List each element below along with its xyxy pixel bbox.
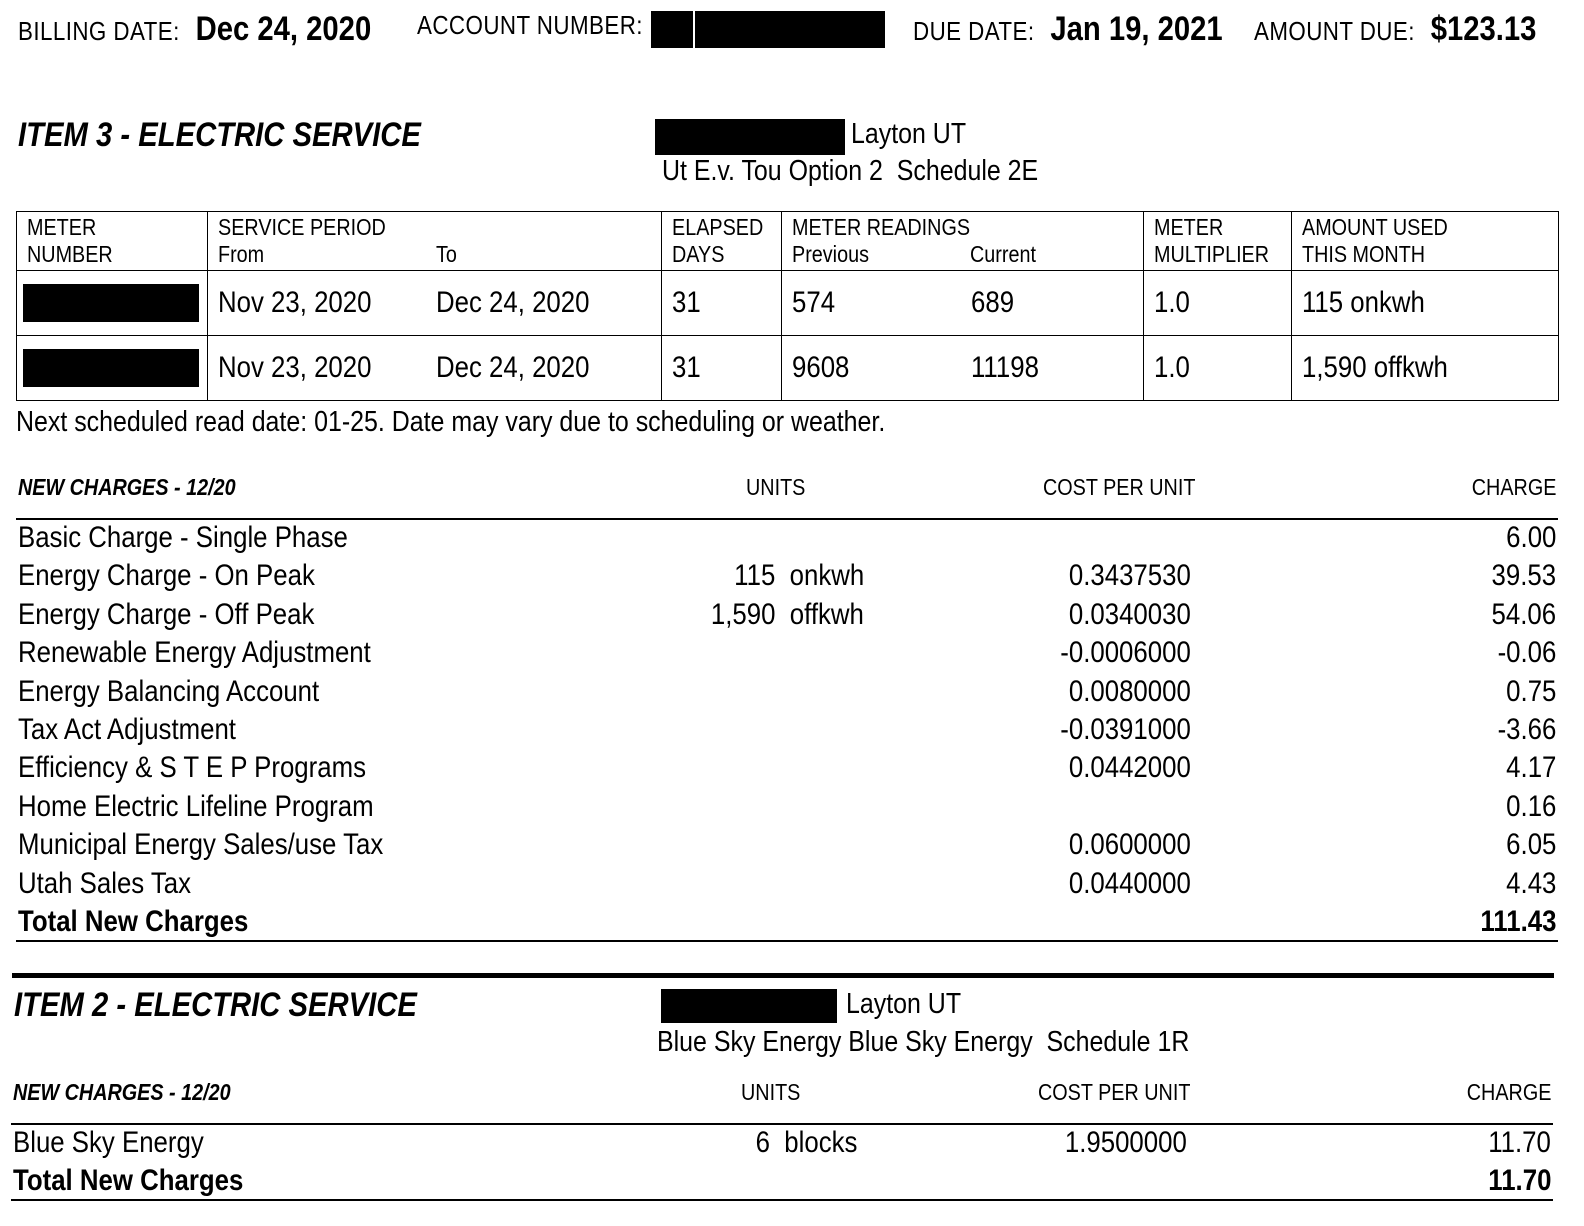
charges-title: NEW CHARGES - 12/20 — [18, 474, 236, 500]
meter-readings-header: METER READINGS Previous Current — [782, 212, 1144, 271]
total-amount: 11.70 — [1487, 1163, 1551, 1197]
due-date-label: DUE DATE: — [913, 16, 1035, 46]
meter-number-header: METER NUMBER — [17, 212, 208, 271]
item3-city: Layton UT — [851, 118, 967, 150]
charge-row — [18, 867, 1556, 905]
item3-schedule: Ut E.v. Tou Option 2 Schedule 2E — [662, 155, 1039, 187]
account-number-label: ACCOUNT NUMBER: — [417, 10, 643, 40]
item2-city: Layton UT — [846, 988, 962, 1020]
charge-amount: 0.16 — [1505, 789, 1556, 823]
meter-multiplier-header: METER MULTIPLIER — [1144, 212, 1292, 271]
charge-amount: 54.06 — [1491, 597, 1556, 631]
elapsed-days-cell: 31 — [662, 336, 782, 401]
meter-multiplier-cell: 1.0 — [1144, 336, 1292, 401]
meter-readings-cell: 574 689 — [782, 271, 1144, 336]
units-header: UNITS — [746, 474, 806, 500]
charge-cost-per-unit: -0.0391000 — [1060, 713, 1191, 746]
item2-charges-header — [13, 1079, 1551, 1109]
charge-units: 115 onkwh — [733, 559, 864, 593]
meter-readings-table — [16, 211, 1559, 401]
due-date-value: Jan 19, 2021 — [1050, 10, 1223, 48]
charge-description: Utah Sales Tax — [18, 866, 192, 900]
charge-row — [18, 598, 1556, 636]
charge-description: Energy Charge - On Peak — [18, 559, 315, 593]
amount-due-label: AMOUNT DUE: — [1254, 16, 1415, 46]
charge-description: Energy Charge - Off Peak — [18, 597, 315, 631]
charge-cost-per-unit: 0.3437530 — [1069, 559, 1191, 593]
charge-cost-per-unit: 0.0600000 — [1069, 828, 1191, 862]
meter-row — [17, 271, 1559, 336]
total-label: Total New Charges — [13, 1163, 244, 1197]
charge-description: Home Electric Lifeline Program — [18, 789, 374, 823]
meter-number-redacted — [17, 271, 208, 336]
amount-used-cell: 1,590 offkwh — [1292, 336, 1559, 401]
amount-due-group — [1254, 10, 1582, 54]
elapsed-days-cell: 31 — [662, 271, 782, 336]
charge-amount: -0.06 — [1497, 636, 1556, 670]
charge-amount: 4.43 — [1505, 866, 1556, 900]
charge-amount: 6.00 — [1505, 521, 1556, 554]
total-row — [18, 905, 1556, 943]
charge-cost-per-unit: 0.0442000 — [1069, 751, 1191, 785]
charges-header-rule — [11, 1123, 1553, 1125]
charge-description: Tax Act Adjustment — [18, 713, 236, 746]
item3-total-rule — [16, 940, 1558, 942]
charges-title: NEW CHARGES - 12/20 — [13, 1079, 231, 1105]
charge-header: CHARGE — [1466, 1079, 1551, 1105]
charge-description: Renewable Energy Adjustment — [18, 636, 371, 670]
charge-row — [18, 675, 1556, 713]
charge-description: Municipal Energy Sales/use Tax — [18, 828, 384, 862]
service-period-cell: Nov 23, 2020 Dec 24, 2020 — [208, 271, 662, 336]
meter-number-redacted — [17, 336, 208, 401]
billing-date-group — [18, 10, 429, 54]
item3-address-redaction — [655, 119, 845, 155]
charge-amount: 11.70 — [1488, 1126, 1551, 1159]
item2-address-redaction — [661, 989, 837, 1023]
account-number-group — [417, 10, 680, 54]
next-read-note: Next scheduled read date: 01-25. Date may vary due to scheduling or weather. — [16, 406, 886, 438]
amount-due-value: $123.13 — [1430, 10, 1537, 48]
billing-date-label: BILLING DATE: — [18, 16, 180, 46]
charge-row — [18, 636, 1556, 674]
meter-readings-cell: 9608 11198 — [782, 336, 1144, 401]
amount-used-cell: 115 onkwh — [1292, 271, 1559, 336]
charge-units: 1,590 offkwh — [711, 597, 864, 631]
charge-row — [18, 559, 1556, 597]
charge-cost-per-unit: 0.0340030 — [1069, 597, 1191, 631]
charge-cost-per-unit: 0.0440000 — [1069, 866, 1191, 900]
item2-title: ITEM 2 - ELECTRIC SERVICE — [14, 986, 417, 1024]
charges-header-rule — [16, 518, 1558, 520]
total-label: Total New Charges — [18, 905, 249, 938]
charge-header: CHARGE — [1471, 474, 1556, 500]
item3-charges-header — [18, 474, 1556, 504]
charge-cost-per-unit: -0.0006000 — [1060, 636, 1191, 670]
charge-description: Energy Balancing Account — [18, 674, 320, 708]
charge-description: Basic Charge - Single Phase — [18, 521, 348, 554]
charge-units: 6 blocks — [755, 1126, 857, 1159]
charge-description: Efficiency & S T E P Programs — [18, 751, 366, 785]
item2-schedule: Blue Sky Energy Blue Sky Energy Schedule 1R — [657, 1026, 1190, 1058]
service-period-header: SERVICE PERIOD From To — [208, 212, 662, 271]
elapsed-days-header: ELAPSED DAYS — [662, 212, 782, 271]
meter-multiplier-cell: 1.0 — [1144, 271, 1292, 336]
service-period-cell: Nov 23, 2020 Dec 24, 2020 — [208, 336, 662, 401]
charge-cost-per-unit: 1.9500000 — [1065, 1126, 1187, 1159]
charge-description: Blue Sky Energy — [13, 1126, 204, 1159]
cost-per-unit-header: COST PER UNIT — [1038, 1079, 1191, 1105]
charge-amount: -3.66 — [1497, 713, 1556, 746]
redaction-gap — [693, 11, 695, 48]
charge-cost-per-unit: 0.0080000 — [1069, 674, 1191, 708]
charge-amount: 0.75 — [1505, 674, 1556, 708]
units-header: UNITS — [741, 1079, 801, 1105]
meter-row — [17, 336, 1559, 401]
section-divider — [12, 973, 1554, 978]
account-number-redaction — [651, 11, 885, 48]
cost-per-unit-header: COST PER UNIT — [1043, 474, 1196, 500]
charge-row — [13, 1126, 1551, 1164]
amount-used-header: AMOUNT USED THIS MONTH — [1292, 212, 1559, 271]
charge-amount: 39.53 — [1491, 559, 1556, 593]
meter-table-header — [17, 212, 1559, 271]
total-row — [13, 1164, 1551, 1202]
charge-amount: 6.05 — [1505, 828, 1556, 862]
item2-total-rule — [11, 1199, 1553, 1201]
item3-title: ITEM 3 - ELECTRIC SERVICE — [18, 116, 421, 154]
charge-amount: 4.17 — [1505, 751, 1556, 785]
billing-date-value: Dec 24, 2020 — [195, 10, 372, 48]
charge-row — [18, 713, 1556, 751]
due-date-group — [913, 10, 1273, 54]
charge-row — [18, 751, 1556, 789]
total-amount: 111.43 — [1479, 905, 1556, 938]
charge-row — [18, 521, 1556, 559]
charge-row — [18, 790, 1556, 828]
charge-row — [18, 828, 1556, 866]
